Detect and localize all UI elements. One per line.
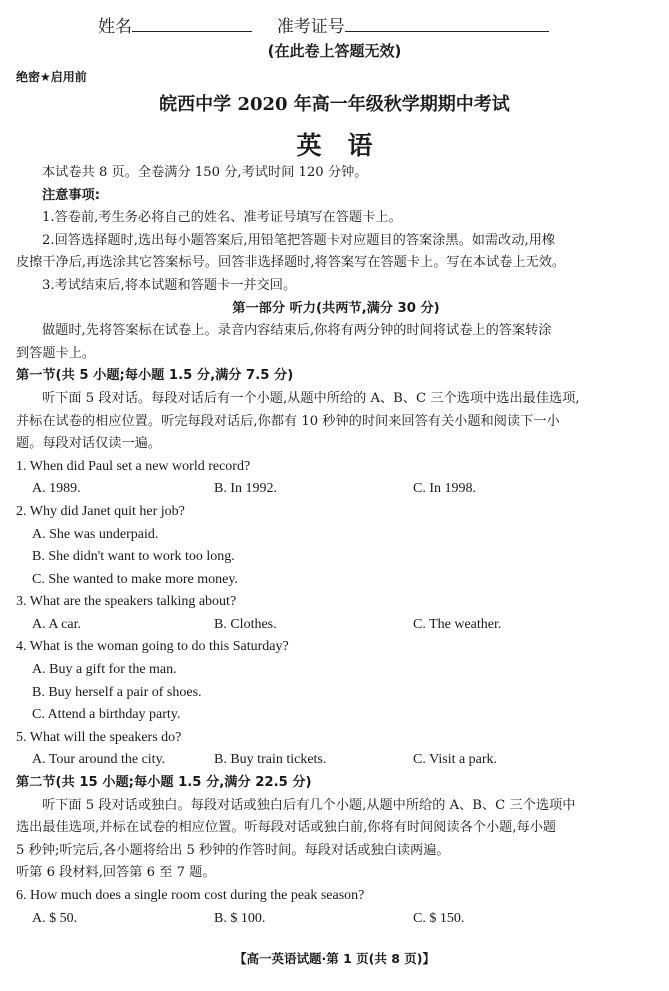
page-footer: 【高一英语试题·第 1 页(共 8 页)】 <box>234 951 435 966</box>
question-stem: 1. When did Paul set a new world record? <box>16 458 251 474</box>
option-c: C. She wanted to make more money. <box>32 571 238 587</box>
section2-instr-a: 听下面 5 段对话或独白。每段对话或独白后有几个小题,从题中所给的 A、B、C 三个选项中 <box>42 797 576 813</box>
option-row <box>16 478 656 501</box>
option-c: C. The weather. <box>413 616 502 632</box>
notice-heading: 注意事项: <box>42 187 101 203</box>
candidate-info-line <box>98 12 549 37</box>
name-label: 姓名 <box>98 17 132 37</box>
option-b: B. Buy train tickets. <box>214 752 327 768</box>
section1-instr-b: 并标在试卷的相应位置。听完每段对话后,你都有 10 秒钟的时间来回答有关小题和阅读下一小 <box>16 413 560 429</box>
notice-2b: 皮擦干净后,再选涂其它答案标号。回答非选择题时,将答案写在答题卡上。写在本试卷上无效。 <box>16 255 566 271</box>
invalid-note: (在此卷上答题无效) <box>267 42 402 60</box>
question-stem: 5. What will the speakers do? <box>16 729 182 745</box>
summary-line: 本试卷共 8 页。全卷满分 150 分,考试时间 120 分钟。 <box>42 165 368 180</box>
ticket-label: 准考证号 <box>276 17 345 37</box>
section2-heading: 第二节(共 15 小题;每小题 1.5 分,满分 22.5 分) <box>16 775 312 791</box>
option-a: A. A car. <box>32 616 81 632</box>
section1-heading: 第一节(共 5 小题;每小题 1.5 分,满分 7.5 分) <box>16 368 294 384</box>
exam-body <box>16 162 656 930</box>
option-row <box>16 908 656 931</box>
section2-instr-c: 5 秒钟;听完后,各小题将给出 5 秒钟的作答时间。每段对话或独白读两遍。 <box>16 842 450 858</box>
ticket-blank <box>345 15 549 32</box>
option-c: C. $ 150. <box>413 910 465 926</box>
option-a: A. Tour around the city. <box>32 752 166 768</box>
section2-instr-b: 选出最佳选项,并标在试卷的相应位置。听每段对话或独白前,你将有时间阅读各个小题,每小题 <box>16 820 557 836</box>
option-c: C. Attend a birthday party. <box>32 707 181 723</box>
option-c: C. Visit a park. <box>413 752 498 768</box>
section1-instr-a: 听下面 5 段对话。每段对话后有一个小题,从题中所给的 A、B、C 三个选项中选出最佳选项, <box>42 390 580 406</box>
option-b: B. Clothes. <box>214 616 277 632</box>
option-a: A. $ 50. <box>32 910 78 926</box>
option-b: B. She didn't want to work too long. <box>32 549 235 565</box>
secret-mark: 绝密★启用前 <box>16 70 87 84</box>
notice-3: 3.考试结束后,将本试题和答题卡一并交回。 <box>42 277 297 293</box>
question-stem: 6. How much does a single room cost during the peak season? <box>16 888 365 903</box>
name-blank <box>132 15 252 32</box>
exam-title: 皖西中学 2020 年高一年级秋学期期中考试 <box>159 94 510 115</box>
option-a: A. 1989. <box>32 481 81 497</box>
question-stem: 4. What is the woman going to do this Saturday? <box>16 639 289 655</box>
option-a: A. Buy a gift for the man. <box>32 662 177 678</box>
notice-1: 1.答卷前,考生务必将自己的姓名、准考证号填写在答题卡上。 <box>42 210 402 226</box>
question-stem: 3. What are the speakers talking about? <box>16 594 237 610</box>
section1-instr-c: 题。每段对话仅读一遍。 <box>16 436 162 452</box>
option-row <box>16 614 656 637</box>
option-b: B. $ 100. <box>214 910 266 926</box>
option-b: B. In 1992. <box>214 481 277 497</box>
part1-instr-a: 做题时,先将答案标在试卷上。录音内容结束后,你将有两分钟的时间将试卷上的答案转涂 <box>42 323 552 339</box>
option-b: B. Buy herself a pair of shoes. <box>32 684 202 700</box>
part1-heading: 第一部分 听力(共两节,满分 30 分) <box>232 300 440 316</box>
subject-title: 英语 <box>296 131 399 160</box>
part1-instr-b: 到答题卡上。 <box>16 345 96 361</box>
material-note: 听第 6 段材料,回答第 6 至 7 题。 <box>16 865 216 881</box>
option-a: A. She was underpaid. <box>32 526 159 542</box>
option-row <box>16 749 656 772</box>
option-c: C. In 1998. <box>413 481 476 497</box>
notice-2a: 2.回答选择题时,选出每小题答案后,用铅笔把答题卡对应题目的答案涂黑。如需改动,用橡 <box>42 232 556 248</box>
question-stem: 2. Why did Janet quit her job? <box>16 503 185 519</box>
